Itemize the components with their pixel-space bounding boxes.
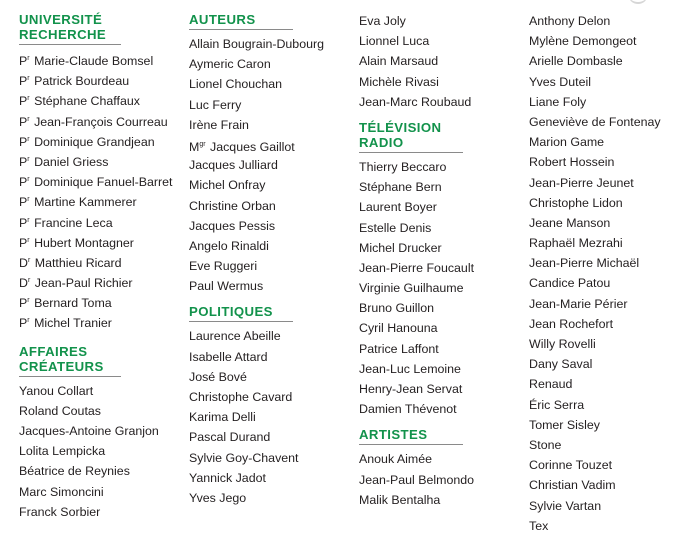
list-item xyxy=(359,318,524,338)
list-item xyxy=(189,448,354,468)
title-abbreviation-superscript: r xyxy=(27,95,30,103)
person-name: Eva Joly xyxy=(359,14,406,28)
person-name: Yves Jego xyxy=(189,490,247,505)
person-name: Paul Wermus xyxy=(189,279,264,294)
person-name: Damien Thévenot xyxy=(359,402,457,417)
list-item xyxy=(189,256,354,276)
list-item xyxy=(529,395,679,415)
person-name: Stéphane Bern xyxy=(359,180,442,195)
list-item xyxy=(529,496,679,516)
title-abbreviation: P xyxy=(19,154,28,169)
person-name: Jean-Pierre Michaël xyxy=(529,256,640,271)
section-heading xyxy=(189,304,293,322)
section-heading-line: RADIO xyxy=(359,134,404,150)
title-abbreviation: P xyxy=(19,296,28,311)
person-name: Sylvie Vartan xyxy=(529,498,602,513)
title-abbreviation-superscript: r xyxy=(27,216,30,224)
list-item xyxy=(19,311,184,331)
person-name: Francine Leca xyxy=(34,215,113,230)
list-item xyxy=(529,92,679,112)
person-name: Jacques-Antoine Granjon xyxy=(19,424,159,438)
section-continued xyxy=(529,11,679,536)
person-name: Aymeric Caron xyxy=(189,57,271,72)
section-heading xyxy=(359,427,463,445)
title-abbreviation-superscript: r xyxy=(27,196,30,204)
list-item xyxy=(19,251,184,271)
list-item xyxy=(189,468,354,488)
list-item xyxy=(359,470,524,490)
person-name: Anthony Delon xyxy=(529,14,611,28)
column-1 xyxy=(19,12,184,522)
list-item xyxy=(189,326,354,346)
list-item xyxy=(359,298,524,318)
person-name: Cyril Hanouna xyxy=(359,321,438,336)
person-name: Christophe Lidon xyxy=(529,195,623,210)
person-name: Christophe Cavard xyxy=(189,390,293,404)
person-name: Lionnel Luca xyxy=(359,34,430,49)
person-name: Candice Patou xyxy=(529,276,611,291)
list-item xyxy=(359,359,524,379)
list-item xyxy=(529,51,679,71)
name-list xyxy=(189,34,354,296)
list-item xyxy=(189,367,354,387)
person-name: Arielle Dombasle xyxy=(529,54,623,69)
person-name: Henry-Jean Servat xyxy=(359,382,463,396)
person-name: Béatrice de Reynies xyxy=(19,464,130,479)
person-name: Patrick Bourdeau xyxy=(34,74,130,89)
person-name: Tomer Sisley xyxy=(529,417,600,432)
list-item xyxy=(359,197,524,217)
list-item xyxy=(189,115,354,135)
title-abbreviation: D xyxy=(19,276,28,291)
list-item xyxy=(19,110,184,130)
list-item xyxy=(359,258,524,278)
person-name: Willy Rovelli xyxy=(529,337,596,351)
title-abbreviation: P xyxy=(19,316,28,331)
page-corner-decoration xyxy=(628,0,648,4)
list-item xyxy=(529,132,679,152)
section-affaires-createurs xyxy=(19,344,184,522)
person-name: Irène Frain xyxy=(189,117,249,132)
person-name: Jean-Luc Lemoine xyxy=(359,361,461,376)
person-name: Sylvie Goy-Chavent xyxy=(189,450,299,465)
title-abbreviation-superscript: r xyxy=(27,75,30,83)
person-name: Lolita Lempicka xyxy=(19,444,106,459)
list-item xyxy=(19,441,184,461)
person-name: Bernard Toma xyxy=(34,296,112,311)
list-item xyxy=(359,177,524,197)
list-item xyxy=(359,339,524,359)
list-item xyxy=(529,435,679,455)
title-abbreviation: P xyxy=(19,114,28,129)
person-name: Jean-Marie Périer xyxy=(529,296,628,311)
person-name: Liane Foly xyxy=(529,94,587,109)
list-item xyxy=(189,276,354,296)
title-abbreviation: D xyxy=(19,255,28,270)
list-item xyxy=(189,74,354,94)
section-heading-line: AUTEURS xyxy=(189,12,256,27)
section-artistes xyxy=(359,427,524,510)
list-item xyxy=(529,516,679,536)
list-item xyxy=(19,69,184,89)
person-name: Christian Vadim xyxy=(529,478,616,493)
list-item xyxy=(19,190,184,210)
person-name: Allain Bougrain-Dubourg xyxy=(189,37,325,51)
person-name: Tex xyxy=(529,518,549,533)
section-heading-line: POLITIQUES xyxy=(189,304,273,320)
person-name: Michel Drucker xyxy=(359,240,442,255)
title-abbreviation: P xyxy=(19,74,28,89)
person-name: Geneviève de Fontenay xyxy=(529,114,661,129)
title-abbreviation: P xyxy=(19,94,28,109)
person-name: Anouk Aimée xyxy=(359,452,433,467)
person-name: Dany Saval xyxy=(529,357,593,372)
person-name: Jean-Pierre Foucault xyxy=(359,260,475,275)
list-item xyxy=(359,51,524,71)
person-name: Laurence Abeille xyxy=(189,329,281,344)
person-name: Michèle Rivasi xyxy=(359,74,439,89)
person-name: Virginie Guilhaume xyxy=(359,281,464,296)
title-abbreviation: P xyxy=(19,195,28,210)
list-item xyxy=(19,49,184,69)
list-item xyxy=(529,193,679,213)
list-item xyxy=(529,31,679,51)
person-name: Jacques Julliard xyxy=(189,158,278,173)
list-item xyxy=(189,216,354,236)
person-name: Corinne Touzet xyxy=(529,458,613,473)
section-heading-line: UNIVERSITÉ xyxy=(19,12,103,27)
section-heading-line: RECHERCHE xyxy=(19,27,107,42)
person-name: Hubert Montagner xyxy=(34,235,134,250)
list-item xyxy=(19,421,184,441)
list-item xyxy=(189,155,354,175)
name-list xyxy=(359,449,524,510)
section-heading-line: ARTISTES xyxy=(359,427,428,443)
person-name: Stéphane Chaffaux xyxy=(34,94,140,109)
person-name: Daniel Griess xyxy=(34,154,109,169)
person-name: Michel Tranier xyxy=(34,316,112,331)
person-name: Raphaël Mezrahi xyxy=(529,236,623,251)
title-abbreviation-superscript: r xyxy=(27,317,30,325)
name-list xyxy=(359,11,524,112)
person-name: Alain Marsaud xyxy=(359,54,439,69)
list-item xyxy=(189,427,354,447)
person-name: Angelo Rinaldi xyxy=(189,238,269,253)
person-name: Thierry Beccaro xyxy=(359,159,447,174)
list-item xyxy=(19,170,184,190)
list-item xyxy=(19,401,184,421)
person-name: Mylène Demongeot xyxy=(529,34,637,49)
person-name: Marie-Claude Bomsel xyxy=(34,54,154,68)
title-abbreviation-superscript: r xyxy=(27,256,31,264)
section-heading-line: AFFAIRES xyxy=(19,343,88,359)
list-item xyxy=(529,374,679,394)
person-name: Matthieu Ricard xyxy=(34,255,122,270)
title-abbreviation: P xyxy=(19,175,28,190)
title-abbreviation: P xyxy=(19,215,28,230)
person-name: Yannick Jadot xyxy=(189,470,266,485)
list-item xyxy=(529,334,679,354)
title-abbreviation-superscript: gr xyxy=(199,140,206,148)
list-item xyxy=(19,89,184,109)
list-item xyxy=(359,238,524,258)
person-name: Malik Bentalha xyxy=(359,492,441,507)
title-abbreviation-superscript: r xyxy=(27,115,30,123)
list-item xyxy=(189,407,354,427)
person-name: Martine Kammerer xyxy=(34,195,137,210)
list-item xyxy=(359,157,524,177)
column-4 xyxy=(529,11,679,536)
title-abbreviation: P xyxy=(19,134,28,149)
person-name: Jean-Marc Roubaud xyxy=(359,94,472,109)
person-name: Jean-Paul Richier xyxy=(34,276,133,291)
column-2 xyxy=(189,12,354,508)
list-item xyxy=(19,381,184,401)
person-name: Jeane Manson xyxy=(529,215,611,230)
list-item xyxy=(529,294,679,314)
list-item xyxy=(529,112,679,132)
title-abbreviation-superscript: r xyxy=(27,277,31,285)
person-name: Bruno Guillon xyxy=(359,301,435,316)
list-item xyxy=(359,218,524,238)
list-item xyxy=(189,347,354,367)
person-name: Jean-Pierre Jeunet xyxy=(529,175,634,190)
list-item xyxy=(19,461,184,481)
list-item xyxy=(529,475,679,495)
person-name: Christine Orban xyxy=(189,198,276,213)
column-3 xyxy=(359,11,524,510)
list-item xyxy=(359,278,524,298)
list-item xyxy=(189,34,354,54)
person-name: Isabelle Attard xyxy=(189,349,268,364)
list-item xyxy=(19,271,184,291)
list-item xyxy=(529,314,679,334)
person-name: Marion Game xyxy=(529,135,605,150)
list-item xyxy=(529,455,679,475)
section-heading xyxy=(19,344,121,377)
title-abbreviation-superscript: r xyxy=(27,135,30,143)
person-name: Stone xyxy=(529,437,562,452)
list-item xyxy=(359,449,524,469)
list-item xyxy=(359,92,524,112)
section-universite-recherche xyxy=(19,12,184,332)
list-item xyxy=(19,211,184,231)
title-abbreviation-superscript: r xyxy=(27,236,30,244)
list-item xyxy=(359,72,524,92)
title-abbreviation-superscript: r xyxy=(27,297,30,305)
name-list xyxy=(359,157,524,419)
list-item xyxy=(189,95,354,115)
person-name: Laurent Boyer xyxy=(359,200,437,215)
list-item xyxy=(529,11,679,31)
title-abbreviation-superscript: r xyxy=(27,55,30,62)
section-heading-line: CRÉATEURS xyxy=(19,358,104,374)
section-heading-line: TÉLÉVISION xyxy=(359,119,442,135)
person-name: Dominique Fanuel-Barret xyxy=(34,175,173,190)
section-heading xyxy=(189,12,293,30)
person-name: Michel Onfray xyxy=(189,178,266,193)
title-abbreviation-superscript: r xyxy=(27,176,30,184)
person-name: Jean-François Courreau xyxy=(34,114,168,129)
list-item xyxy=(19,231,184,251)
list-item xyxy=(359,31,524,51)
section-politiques xyxy=(189,304,354,508)
person-name: Yves Duteil xyxy=(529,74,591,89)
person-name: Roland Coutas xyxy=(19,403,101,418)
name-list xyxy=(189,326,354,508)
section-television-radio xyxy=(359,120,524,419)
title-abbreviation-superscript: r xyxy=(27,155,30,163)
person-name: Renaud xyxy=(529,377,573,392)
person-name: Robert Hossein xyxy=(529,155,615,170)
list-item xyxy=(189,54,354,74)
person-name: Jacques Pessis xyxy=(189,218,276,233)
list-item xyxy=(529,253,679,273)
list-item xyxy=(359,490,524,510)
person-name: Patrice Laffont xyxy=(359,341,439,356)
list-item xyxy=(189,135,354,155)
title-abbreviation: P xyxy=(19,235,28,250)
list-item xyxy=(529,152,679,172)
person-name: Marc Simoncini xyxy=(19,484,104,499)
title-abbreviation: P xyxy=(19,54,28,68)
person-name: Eve Ruggeri xyxy=(189,259,258,274)
title-abbreviation: M xyxy=(189,139,200,154)
section-heading xyxy=(19,12,121,45)
list-item xyxy=(19,482,184,502)
person-name: Jean-Paul Belmondo xyxy=(359,472,475,487)
person-name: Pascal Durand xyxy=(189,430,271,445)
person-name: Jean Rochefort xyxy=(529,316,614,331)
list-item xyxy=(529,415,679,435)
person-name: Karima Delli xyxy=(189,410,256,425)
name-list xyxy=(19,49,184,332)
name-list xyxy=(19,381,184,522)
list-item xyxy=(189,488,354,508)
person-name: Éric Serra xyxy=(529,397,585,412)
list-item xyxy=(189,196,354,216)
person-name: Luc Ferry xyxy=(189,97,242,112)
person-name: Lionel Chouchan xyxy=(189,77,283,92)
section-continued xyxy=(359,11,524,112)
person-name: Estelle Denis xyxy=(359,220,432,235)
list-item xyxy=(529,273,679,293)
list-item xyxy=(359,399,524,419)
list-item xyxy=(19,502,184,522)
list-item xyxy=(19,150,184,170)
list-item xyxy=(529,72,679,92)
list-item xyxy=(189,236,354,256)
list-item xyxy=(19,291,184,311)
list-item xyxy=(189,387,354,407)
person-name: Yanou Collart xyxy=(19,383,94,398)
person-name: Jacques Gaillot xyxy=(210,139,295,154)
list-item xyxy=(359,11,524,31)
person-name: José Bové xyxy=(189,369,247,384)
list-item xyxy=(19,130,184,150)
list-item xyxy=(529,173,679,193)
list-item xyxy=(529,233,679,253)
list-item xyxy=(529,354,679,374)
list-item xyxy=(529,213,679,233)
section-auteurs xyxy=(189,12,354,296)
person-name: Dominique Grandjean xyxy=(34,134,155,149)
section-heading xyxy=(359,120,463,153)
person-name: Franck Sorbier xyxy=(19,504,101,519)
list-item xyxy=(359,379,524,399)
name-list xyxy=(529,11,679,536)
list-item xyxy=(189,175,354,195)
